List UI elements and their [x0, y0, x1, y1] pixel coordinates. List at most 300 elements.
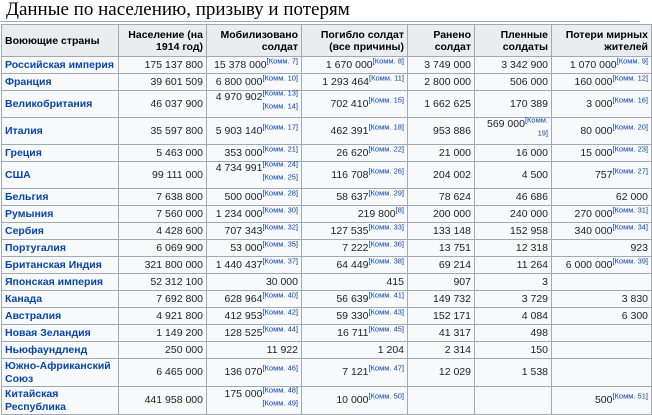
- civilian-cell: [552, 387, 652, 415]
- footnote-link[interactable]: [Комм. 32]: [262, 222, 298, 231]
- population-cell-value: 4 921 800: [156, 309, 203, 322]
- population-cell-value: 6 465 000: [156, 366, 203, 378]
- killed-cell: [302, 387, 408, 415]
- mobilized-cell-value: 1 234 000: [215, 207, 263, 220]
- killed-cell-value: 127 535: [330, 224, 369, 237]
- footnote-link[interactable]: [Комм. 11]: [369, 73, 404, 82]
- prisoners-cell: [475, 274, 552, 291]
- civilian-cell: [552, 57, 652, 74]
- footnote-link[interactable]: [Комм. 41]: [368, 290, 404, 299]
- wounded-cell: [408, 162, 475, 189]
- footnote-link[interactable]: [Комм. 23]: [612, 144, 648, 153]
- population-cell-value: 52 312 100: [150, 275, 203, 288]
- column-header-population[interactable]: Население (на 1914 год): [119, 25, 207, 57]
- wounded-cell: [408, 145, 475, 162]
- wounded-cell-value: 1 662 625: [424, 97, 471, 110]
- country-link[interactable]: [2, 342, 119, 359]
- killed-cell-value: 219 800: [357, 207, 396, 220]
- population-cell: [119, 240, 207, 257]
- killed-cell: [302, 308, 408, 325]
- population-cell: [119, 387, 207, 415]
- column-header-civilian[interactable]: Потери мирных жителей: [552, 25, 652, 57]
- country-link-value[interactable]: Российская империя: [5, 58, 114, 71]
- civilian-cell-value: 3 000: [586, 97, 613, 110]
- wounded-cell: [408, 240, 475, 257]
- civilian-cell-value: 6 000 000: [565, 258, 613, 271]
- population-cell: [119, 359, 207, 387]
- population-cell-value: 1 149 200: [156, 326, 203, 339]
- footnote-link[interactable]: [Комм. 18]: [368, 122, 404, 131]
- prisoners-cell: [475, 74, 552, 91]
- population-cell-value: 175 137 800: [144, 58, 203, 71]
- civilian-cell: [552, 359, 652, 387]
- footnote-link[interactable]: [Комм. 28]: [262, 188, 298, 197]
- footnote-link[interactable]: [Комм. 45]: [368, 324, 404, 333]
- prisoners-cell-value: 12 318: [515, 241, 548, 254]
- country-link[interactable]: [2, 145, 119, 162]
- killed-cell-value: 58 637: [336, 190, 369, 203]
- civilian-cell-value: 6 300: [621, 309, 648, 322]
- table-row: [2, 74, 652, 91]
- country-link[interactable]: [2, 223, 119, 240]
- killed-cell-value: 1 204: [377, 343, 404, 356]
- column-header-mobilized[interactable]: Мобилизовано солдат: [207, 25, 302, 57]
- mobilized-cell-value: 4 734 991: [215, 162, 263, 174]
- prisoners-cell-value: 3 342 900: [501, 58, 548, 71]
- footnote-link[interactable]: [Комм. 24][Комм. 25]: [262, 159, 298, 182]
- population-cell: [119, 118, 207, 145]
- prisoners-cell: [475, 145, 552, 162]
- prisoners-cell: [475, 387, 552, 415]
- population-cell-value: 35 597 800: [150, 124, 203, 137]
- footnote-link[interactable]: [Комм. 38]: [368, 256, 404, 265]
- wounded-cell: [408, 291, 475, 308]
- footnote-link[interactable]: [Комм. 51]: [612, 391, 648, 401]
- prisoners-cell: [475, 189, 552, 206]
- population-cell: [119, 189, 207, 206]
- footnote-link[interactable]: [Комм. 34]: [612, 222, 648, 231]
- wounded-cell: [408, 308, 475, 325]
- mobilized-cell-value: 53 000: [230, 241, 263, 254]
- table-row: [2, 291, 652, 308]
- prisoners-cell-value: 170 389: [510, 97, 548, 110]
- killed-cell-value: 7 222: [342, 241, 369, 254]
- column-header-prisoners[interactable]: Пленные солдаты: [475, 25, 552, 57]
- civilian-cell-value: 15 000: [580, 146, 613, 159]
- population-cell: [119, 206, 207, 223]
- footnote-link[interactable]: [Комм. 16]: [612, 95, 648, 104]
- footnote-link[interactable]: [Комм. 39]: [612, 256, 648, 265]
- killed-cell: [302, 359, 408, 387]
- footnote-link[interactable]: [Комм. 36]: [368, 239, 404, 248]
- country-link[interactable]: [2, 387, 119, 415]
- mobilized-cell-value: 128 525: [224, 326, 263, 339]
- wounded-cell-value: 3 749 000: [424, 58, 471, 71]
- footnote-link[interactable]: [Комм. 13][Комм. 14]: [262, 88, 298, 111]
- country-link[interactable]: [2, 74, 119, 91]
- mobilized-cell: [207, 274, 302, 291]
- mobilized-cell: [207, 223, 302, 240]
- killed-cell: [302, 145, 408, 162]
- population-cell-value: 46 037 900: [150, 97, 203, 110]
- prisoners-cell: [475, 257, 552, 274]
- prisoners-cell-value: 16 000: [515, 146, 548, 159]
- prisoners-cell-value: 1 538: [521, 366, 548, 378]
- mobilized-cell: [207, 189, 302, 206]
- country-link-value[interactable]: США: [5, 168, 31, 181]
- country-link[interactable]: [2, 308, 119, 325]
- killed-cell: [302, 240, 408, 257]
- civilian-cell: [552, 74, 652, 91]
- country-link-value[interactable]: Южно-Африканский Союз: [5, 359, 111, 385]
- population-cell: [119, 257, 207, 274]
- killed-cell-value: 64 449: [336, 258, 369, 271]
- population-cell: [119, 57, 207, 74]
- table-row: [2, 325, 652, 342]
- country-link-value[interactable]: Канада: [5, 292, 43, 305]
- footnote-link[interactable]: [Комм. 22]: [368, 144, 404, 153]
- prisoners-cell: [475, 342, 552, 359]
- mobilized-cell-value: 500 000: [224, 190, 263, 203]
- civilian-cell-value: 340 000: [574, 224, 613, 237]
- table-row: [2, 91, 652, 118]
- killed-cell-value: 1 670 000: [325, 58, 373, 71]
- mobilized-cell: [207, 359, 302, 387]
- prisoners-cell: [475, 206, 552, 223]
- footnote-link[interactable]: [Комм. 42]: [262, 307, 298, 316]
- footnote-link[interactable]: [Комм. 12]: [612, 73, 648, 82]
- prisoners-cell-value: 3: [542, 275, 548, 288]
- civilian-cell: [552, 223, 652, 240]
- wounded-cell: [408, 206, 475, 223]
- population-cell: [119, 74, 207, 91]
- population-cell: [119, 162, 207, 189]
- country-link-value[interactable]: Японская империя: [5, 275, 104, 288]
- wounded-cell: [408, 57, 475, 74]
- footnote-link[interactable]: [Комм. 44]: [262, 324, 298, 333]
- population-cell-value: 39 601 509: [150, 75, 203, 88]
- civilian-cell: [552, 308, 652, 325]
- civilian-cell-value: 923: [630, 241, 648, 254]
- prisoners-cell-value: 3 729: [521, 292, 548, 305]
- wounded-cell-value: 149 732: [433, 292, 471, 305]
- column-header-wounded[interactable]: Ранено солдат: [408, 25, 475, 57]
- killed-cell: [302, 118, 408, 145]
- mobilized-cell-value: 707 343: [224, 224, 263, 237]
- footnote-link[interactable]: [Комм. 9]: [616, 56, 648, 65]
- civilian-cell-value: 757: [594, 168, 613, 181]
- footnote-link[interactable]: [Комм. 21]: [262, 144, 298, 153]
- prisoners-cell: [475, 291, 552, 308]
- population-cell: [119, 91, 207, 118]
- footnote-link[interactable]: [Комм. 37]: [262, 256, 298, 265]
- mobilized-cell: [207, 342, 302, 359]
- country-link[interactable]: [2, 325, 119, 342]
- mobilized-cell: [207, 240, 302, 257]
- table-header-row: [2, 25, 652, 57]
- prisoners-cell-value: 240 000: [510, 207, 548, 220]
- footnote-link[interactable]: [Комм. 40]: [262, 290, 298, 299]
- table-row: [2, 240, 652, 257]
- country-link-value[interactable]: Китайская Республика: [5, 387, 66, 413]
- table-row: [2, 274, 652, 291]
- column-header-country[interactable]: Воюющие страны: [2, 25, 119, 57]
- table-row: [2, 223, 652, 240]
- killed-cell: [302, 189, 408, 206]
- mobilized-cell-value: 30 000: [265, 275, 298, 288]
- killed-cell: [302, 223, 408, 240]
- footnote-link[interactable]: [Комм. 33]: [368, 222, 404, 231]
- mobilized-cell-value: 412 953: [224, 309, 263, 322]
- footnote-link[interactable]: [Комм. 27]: [612, 166, 648, 175]
- country-link-value[interactable]: Италия: [5, 124, 43, 137]
- country-link-value[interactable]: Бельгия: [5, 190, 49, 203]
- footnote-link[interactable]: [8]: [395, 205, 404, 214]
- population-cell: [119, 308, 207, 325]
- footnote-link[interactable]: [Комм. 8]: [372, 56, 404, 65]
- mobilized-cell-value: 136 070: [224, 366, 263, 378]
- civilian-cell: [552, 145, 652, 162]
- wounded-cell-value: 41 317: [438, 326, 471, 339]
- civilian-cell: [552, 240, 652, 257]
- footnote-link[interactable]: [Комм. 7]: [266, 56, 298, 65]
- population-cell: [119, 145, 207, 162]
- country-link[interactable]: [2, 57, 119, 74]
- wounded-cell: [408, 387, 475, 415]
- footnote-link[interactable]: [Комм. 46]: [262, 363, 298, 373]
- footnote-link[interactable]: [Комм. 43]: [368, 307, 404, 316]
- civilian-cell-value: 62 000: [615, 190, 648, 203]
- population-cell-value: 250 000: [165, 343, 203, 356]
- mobilized-cell-value: 4 970 902: [215, 91, 263, 103]
- prisoners-cell-value: 11 264: [516, 258, 548, 271]
- wounded-cell-value: 152 171: [433, 309, 471, 322]
- column-header-killed[interactable]: Погибло солдат (все причины): [302, 25, 408, 57]
- civilian-cell: [552, 91, 652, 118]
- country-link[interactable]: [2, 240, 119, 257]
- table-body: [2, 57, 652, 415]
- wounded-cell-value: 953 886: [433, 124, 471, 137]
- mobilized-cell: [207, 291, 302, 308]
- prisoners-cell-value: 4 084: [521, 309, 548, 322]
- killed-cell: [302, 342, 408, 359]
- table-row: [2, 342, 652, 359]
- mobilized-cell-value: 1 440 437: [215, 258, 263, 271]
- title-divider: [0, 21, 640, 22]
- civilian-cell: [552, 189, 652, 206]
- footnote-link[interactable]: [Комм. 20]: [612, 122, 648, 131]
- prisoners-cell: [475, 162, 552, 189]
- killed-cell-value: 16 711: [337, 326, 369, 339]
- population-cell: [119, 325, 207, 342]
- mobilized-cell: [207, 308, 302, 325]
- country-link-value[interactable]: Австралия: [5, 309, 62, 322]
- mobilized-cell: [207, 88, 302, 118]
- civilian-cell: [552, 118, 652, 145]
- civilian-cell-value: 80 000: [580, 124, 613, 137]
- prisoners-cell: [475, 57, 552, 74]
- killed-cell: [302, 162, 408, 189]
- wounded-cell-value: 78 624: [438, 190, 471, 203]
- prisoners-cell-value: 569 000: [487, 118, 525, 130]
- killed-cell-value: 59 330: [336, 309, 369, 322]
- country-link[interactable]: [2, 189, 119, 206]
- killed-cell-value: 56 639: [336, 292, 369, 305]
- population-cell-value: 7 560 000: [156, 207, 203, 220]
- country-link[interactable]: [2, 206, 119, 223]
- table-row: [2, 162, 652, 189]
- mobilized-cell-value: 11 922: [266, 343, 298, 356]
- mobilized-cell-value: 628 964: [224, 292, 263, 305]
- killed-cell-value: 26 620: [336, 146, 369, 159]
- footnote-link[interactable]: [Комм. 19]: [524, 115, 548, 138]
- civilian-cell-value: 3 830: [621, 292, 648, 305]
- country-link[interactable]: [2, 257, 119, 274]
- civilian-cell: [552, 274, 652, 291]
- table-row: [2, 145, 652, 162]
- table-row: [2, 57, 652, 74]
- killed-cell: [302, 274, 408, 291]
- footnote-link[interactable]: [Комм. 47]: [368, 363, 404, 373]
- civilian-cell: [552, 257, 652, 274]
- wounded-cell: [408, 257, 475, 274]
- prisoners-cell: [475, 223, 552, 240]
- mobilized-cell: [207, 325, 302, 342]
- population-cell-value: 99 111 000: [152, 168, 203, 181]
- country-link-value[interactable]: Британская Индия: [5, 258, 102, 271]
- wounded-cell: [408, 91, 475, 118]
- mobilized-cell-value: 5 903 140: [215, 124, 263, 137]
- mobilized-cell: [207, 257, 302, 274]
- killed-cell-value: 702 410: [330, 97, 369, 110]
- wounded-cell: [408, 325, 475, 342]
- prisoners-cell-value: 150: [530, 343, 548, 356]
- mobilized-cell: [207, 159, 302, 189]
- wounded-cell-value: 2 800 000: [424, 75, 471, 88]
- population-cell-value: 7 638 800: [156, 190, 203, 203]
- prisoners-cell: [475, 308, 552, 325]
- killed-cell: [302, 91, 408, 118]
- country-link-value[interactable]: Греция: [5, 146, 42, 159]
- wounded-cell-value: 133 148: [433, 224, 471, 237]
- population-cell-value: 441 958 000: [144, 394, 203, 406]
- killed-cell: [302, 74, 408, 91]
- wounded-cell-value: 2 314: [444, 343, 471, 356]
- killed-cell-value: 7 121: [342, 366, 369, 378]
- footnote-link[interactable]: [Комм. 31]: [612, 205, 648, 214]
- country-link-value[interactable]: Новая Зеландия: [5, 326, 91, 339]
- footnote-link[interactable]: [Комм. 50]: [368, 391, 404, 401]
- wounded-cell: [408, 342, 475, 359]
- civilian-cell: [552, 162, 652, 189]
- mobilized-cell: [207, 387, 302, 415]
- country-link-value[interactable]: Франция: [5, 75, 52, 88]
- footnote-link[interactable]: [Комм. 26]: [368, 166, 404, 175]
- civilian-cell: [552, 206, 652, 223]
- population-cell: [119, 342, 207, 359]
- table-row: [2, 359, 652, 387]
- country-link[interactable]: [2, 291, 119, 308]
- mobilized-cell: [207, 57, 302, 74]
- footnote-link[interactable]: [Комм. 17]: [262, 122, 298, 131]
- civilian-cell-value: 1 070 000: [569, 58, 617, 71]
- country-link-value[interactable]: Великобритания: [5, 97, 93, 110]
- civilian-cell-value: 500: [594, 394, 613, 406]
- civilian-cell: [552, 291, 652, 308]
- footnote-link[interactable]: [Комм. 10]: [262, 73, 298, 82]
- table-row: [2, 206, 652, 223]
- population-cell-value: 6 069 900: [156, 241, 203, 254]
- table-row: [2, 308, 652, 325]
- population-cell: [119, 223, 207, 240]
- casualties-table: [1, 24, 652, 415]
- country-link[interactable]: [2, 359, 119, 387]
- country-link[interactable]: [2, 118, 119, 145]
- civilian-cell: [552, 342, 652, 359]
- country-link[interactable]: [2, 91, 119, 118]
- wounded-cell-value: 12 029: [438, 366, 471, 378]
- prisoners-cell: [475, 325, 552, 342]
- killed-cell: [302, 325, 408, 342]
- population-cell: [119, 291, 207, 308]
- mobilized-cell-value: 15 378 000: [214, 58, 267, 71]
- population-cell-value: 7 692 800: [156, 292, 203, 305]
- country-link[interactable]: [2, 274, 119, 291]
- wounded-cell: [408, 223, 475, 240]
- killed-cell: [302, 57, 408, 74]
- killed-cell-value: 462 391: [330, 124, 369, 137]
- prisoners-cell-value: 152 958: [510, 224, 548, 237]
- footnote-link[interactable]: [Комм. 15]: [368, 95, 404, 104]
- page-title: Данные по населению, призыву и потерям: [6, 0, 350, 20]
- mobilized-cell-value: 6 800 000: [215, 75, 263, 88]
- population-cell: [119, 274, 207, 291]
- country-link-value[interactable]: Румыния: [5, 207, 54, 220]
- country-link-value[interactable]: Сербия: [5, 224, 44, 237]
- prisoners-cell: [475, 115, 552, 145]
- mobilized-cell: [207, 118, 302, 145]
- country-link-value[interactable]: Ньюфаундленд: [5, 343, 88, 356]
- wounded-cell-value: 21 000: [438, 146, 471, 159]
- table-row: [2, 257, 652, 274]
- killed-cell-value: 415: [386, 275, 404, 288]
- population-cell-value: 5 463 000: [156, 146, 203, 159]
- prisoners-cell-value: 4 500: [521, 168, 548, 181]
- wounded-cell: [408, 359, 475, 387]
- prisoners-cell-value: 46 686: [515, 190, 548, 203]
- mobilized-cell-value: 353 000: [224, 146, 263, 159]
- mobilized-cell: [207, 206, 302, 223]
- civilian-cell: [552, 325, 652, 342]
- wounded-cell: [408, 189, 475, 206]
- footnote-link[interactable]: [Комм. 35]: [262, 239, 298, 248]
- killed-cell-value: 10 000: [336, 394, 369, 406]
- prisoners-cell-value: 498: [530, 326, 548, 339]
- footnote-link[interactable]: [Комм. 29]: [368, 188, 404, 197]
- country-link-value[interactable]: Португалия: [5, 241, 66, 254]
- wounded-cell-value: 204 002: [433, 168, 471, 181]
- wounded-cell-value: 200 000: [433, 207, 471, 220]
- population-cell-value: 4 428 600: [156, 224, 203, 237]
- civilian-cell-value: 160 000: [574, 75, 613, 88]
- table-row: [2, 189, 652, 206]
- killed-cell: [302, 291, 408, 308]
- wounded-cell: [408, 274, 475, 291]
- country-link[interactable]: [2, 162, 119, 189]
- footnote-link[interactable]: [Комм. 48][Комм. 49]: [262, 385, 298, 407]
- wounded-cell-value: 907: [453, 275, 471, 288]
- footnote-link[interactable]: [Комм. 30]: [262, 205, 298, 214]
